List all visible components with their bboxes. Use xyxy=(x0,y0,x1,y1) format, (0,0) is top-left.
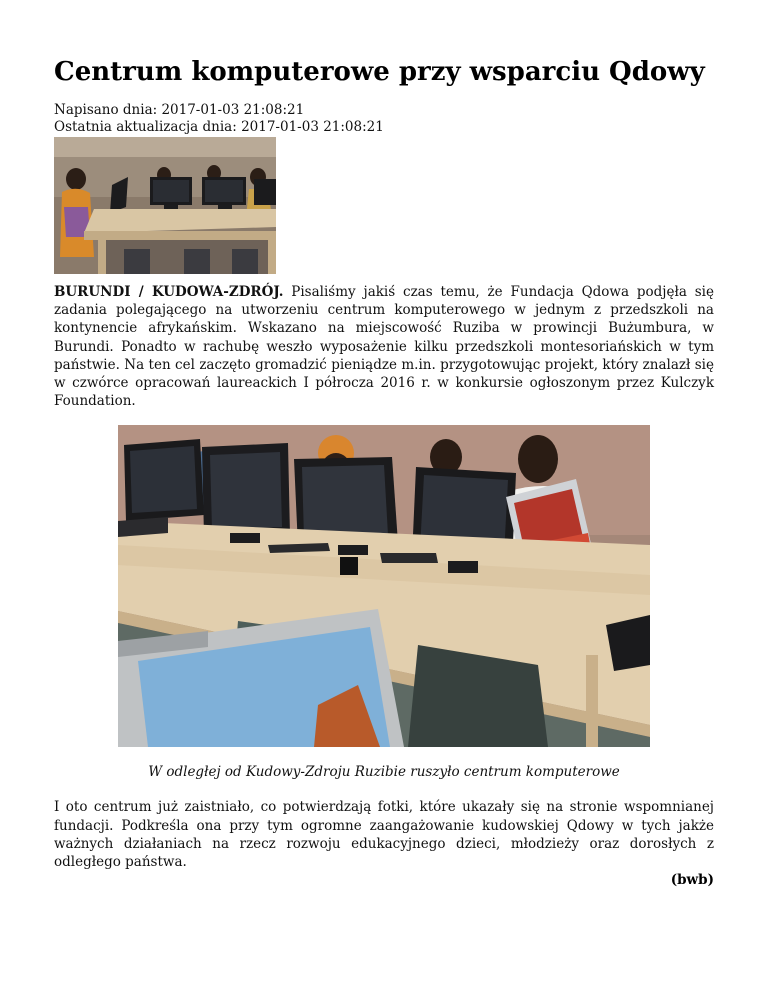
published-date: Napisano dnia: 2017-01-03 21:08:21 xyxy=(54,102,305,118)
main-photo xyxy=(118,425,650,747)
main-photo-container xyxy=(54,425,714,747)
article-paragraph-1 xyxy=(54,283,714,410)
article-paragraph-2: I oto centrum już zaistniało, co potwierdzają fotki, które ukazały się na stronie wspomnianej fundacji. Podkreśla ona przy tym ogromne zaangażowanie kudowskiej Qdowy w tych jakże ważnych działaniach na rzecz rozwoju edukacyjnego dzieci, młodzieży oraz dorosłych z odległego państwa. xyxy=(54,799,714,871)
article-title: Centrum komputerowe przy wsparciu Qdowy xyxy=(54,57,705,87)
article-lead: BURUNDI / KUDOWA-ZDRÓJ. xyxy=(54,284,284,300)
thumbnail-photo xyxy=(54,137,276,274)
updated-date: Ostatnia aktualizacja dnia: 2017-01-03 21:08:21 xyxy=(54,119,384,135)
photo-caption: W odległej od Kudowy-Zdroju Ruzibie ruszyło centrum komputerowe xyxy=(148,764,620,781)
paragraph-1-text: Pisaliśmy jakiś czas temu, że Fundacja Qdowa podjęła się zadania polegającego na utworzeniu centrum komputerowego w jednym z przedszkoli na kontynencie afrykańskim. Wskazano na miejscowość Ruziba w prowincji Bużumbura, w Burundi. Ponadto w rachubę weszło wyposażenie kilku przedszkoli montesoriańskich w tym państwie. Na ten cel zaczęto gromadzić pieniądze m.in. przygotowując projekt, który znalazł się w czwórce opracowań laureackich I półrocza 2016 r. w konkursie ogłoszonym przez Kulczyk Foundation. xyxy=(54,284,714,410)
article xyxy=(54,0,714,889)
article-meta xyxy=(54,102,714,136)
author-signature: (bwb) xyxy=(670,872,714,889)
